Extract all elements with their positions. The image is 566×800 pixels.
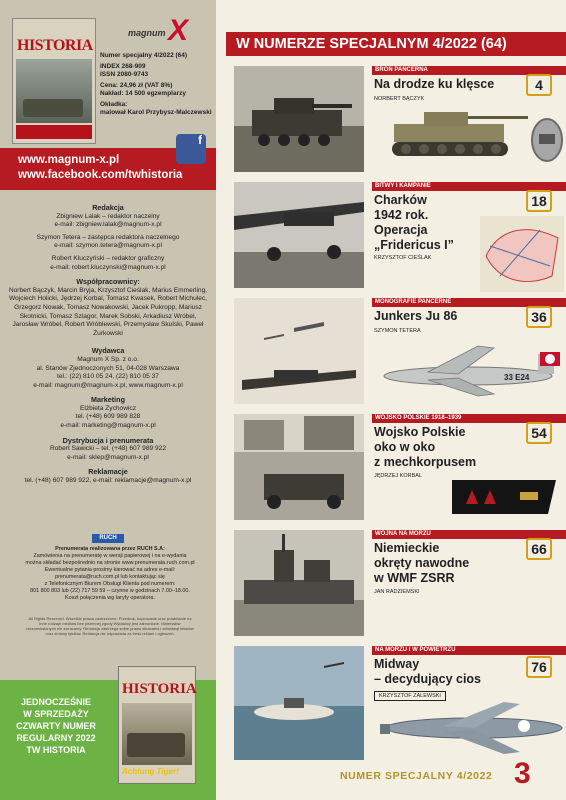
marketing-email[interactable]: e-mail: marketing@magnum-x.pl <box>60 422 156 430</box>
article-category: NA MORZU I W POWIETRZU <box>372 646 566 655</box>
article-category: BITWY I KAMPANIE <box>372 182 566 191</box>
graphic-line: Robert Kluczyński – redaktor graficzny <box>51 254 165 262</box>
contributors-list: Norbert Bączyk, Marcin Bryja, Krzysztof Cieślak, Marius Emmerling, Wojciech Holicki, Jędrzej Korbal, Tomasz Kwasek, Robert Michulec, Grzegorz Nowak, Tomasz Nowakowski, Jacek Pukropp, Mariusz Skotnicki, Tomasz Szlagor, Marek Sobski, Arkadiusz Wróbel, Jarosław Wróbel, Robert Wróblewski, Przemysław Skulski, Paweł Żurkowski <box>8 286 208 337</box>
article-author: SZYMON TETERA <box>374 328 421 334</box>
cover-painter: malował Karol Przybysz-Malczewski <box>100 109 212 116</box>
complaints-line: tel. (+48) 607 989 922, e-mail: reklamacje@magnum-x.pl <box>24 477 192 485</box>
junkers-illustration <box>368 342 566 402</box>
deputy-line: Szymon Tetera – zastępca redaktora naczelnego <box>36 233 180 241</box>
cover-masthead: HISTORIA <box>17 37 93 54</box>
map-illustration <box>480 216 564 292</box>
editor-email[interactable]: e-mail: zbigniew.lalak@magnum-x.pl <box>54 221 162 229</box>
distribution-tel: Robert Sawicki – tel. (+48) 607 989 922 <box>49 445 166 453</box>
article-title: Niemieckie okręty nawodne w WMF ZSRR <box>374 541 470 585</box>
medal-icon <box>530 114 564 164</box>
article-title: Junkers Ju 86 <box>374 309 458 323</box>
ruch-logo: RUCH <box>92 534 124 543</box>
article-author: JĘDRZEJ KORBAL <box>374 473 422 479</box>
publisher-address: al. Stanów Zjednoczonych 51, 04-028 Warszawa <box>36 364 180 372</box>
page-number-badge[interactable]: 4 <box>526 74 552 96</box>
page-number: 3 <box>514 757 531 790</box>
article-photo <box>234 414 364 520</box>
article-author: KRZYSZTOF ZALEWSKI <box>374 691 446 701</box>
article-author: NORBERT BĄCZYK <box>374 96 425 102</box>
marketing-heading: Marketing <box>91 395 125 405</box>
regular-cover-tank <box>127 733 185 757</box>
publisher-email[interactable]: e-mail: magnum@magnum-x.pl, www.magnum-x.pl <box>33 381 183 389</box>
article-author: KRZYSZTOF CIEŚLAK <box>374 255 432 261</box>
article-title: Na drodze ku klęsce <box>374 77 495 91</box>
bomber-photo <box>234 298 364 404</box>
cover-band <box>16 125 92 139</box>
website-link[interactable]: www.magnum-x.pl <box>18 154 120 166</box>
masthead-info <box>100 52 212 120</box>
price: Cena: 24,96 zł (VAT 8%) <box>100 82 173 89</box>
publisher-tel: tel.: (22) 810 05 24, (22) 810 05 37 <box>57 373 159 381</box>
staff-credits <box>6 198 210 486</box>
article-title: Midway – decydujący cios <box>374 657 482 686</box>
warship-photo <box>234 530 364 636</box>
insignia-patch <box>452 480 556 514</box>
complaints-heading: Reklamacje <box>88 467 128 477</box>
article-photo <box>234 298 364 404</box>
regular-cover-title: Achtung Tiger! <box>122 767 179 776</box>
parade-photo <box>234 414 364 520</box>
subscription-info: Prenumerata realizowana przez RUCH S.A: Zamówienia na prenumeratę w wersji papierowej i na e-wydania można składać bezpośrednio na stronie www.prenumerata.ruch.com.pl Ewentualne pytania prosimy kierować na adres e-mail: prenumerata@ruch.com.pl lub kontaktując się z Telefonicznym Biurem Obsługi Klienta pod numerem: 801 800 803 lub (22) 717 59 59 – czynne w godzinach 7.00–18.00. Koszt połączenia wg taryfy operatora. <box>25 546 195 601</box>
left-column <box>0 0 216 800</box>
article-photo <box>234 530 364 636</box>
cover-label: Okładka: <box>100 101 128 108</box>
page-number-badge[interactable]: 66 <box>526 538 552 560</box>
issue-number: Numer specjalny 4/2022 (64) <box>100 52 188 59</box>
regular-issue-cover <box>118 666 196 784</box>
plane-marking: 33 E24 <box>504 373 530 382</box>
article-entry[interactable] <box>234 66 566 178</box>
dauntless-illustration <box>374 696 564 760</box>
footer-label: NUMER SPECJALNY 4/2022 <box>340 770 493 782</box>
contributors-heading: Współpracownicy: <box>76 277 140 287</box>
article-entry[interactable] <box>234 646 566 764</box>
article-photo <box>234 646 364 760</box>
promo-text: JEDNOCZEŚNIE W SPRZEDAŻY CZWARTY NUMER REGULARNY 2022 TW HISTORIA <box>16 697 96 755</box>
article-category: MONOGRAFIE PANCERNE <box>372 298 566 307</box>
facebook-icon[interactable]: f <box>176 134 206 164</box>
marketing-tel: tel. (+48) 609 989 828 <box>75 413 141 421</box>
cover-tank-image <box>23 99 83 117</box>
article-title: Charków 1942 rok. Operacja „Fridericus I” <box>374 193 454 252</box>
article-entry[interactable] <box>234 414 566 526</box>
editor-line: Zbigniew Lalak – redaktor naczelny <box>56 212 160 220</box>
index: INDEX 268-909 <box>100 63 146 70</box>
page-number-badge[interactable]: 76 <box>526 656 552 678</box>
magazine-cover-thumbnail <box>12 18 96 144</box>
article-category: WOJNA NA MORZU <box>372 530 566 539</box>
page-number-badge[interactable]: 18 <box>526 190 552 212</box>
legal-notice: All Rights Reserved. Wszelkie prawa zastrzeżone. Przedruk, kopiowanie oraz powielanie na inne rodzaje mediów bez pisemnej zgody Wydawcy jest zabronione. Materiałów niezamówionych nie zwracamy. Redakcja zastrzega sobie prawo skracania i adiustacji tekstów oraz zmiany tytułów. Redakcja nie odpowiada za treść reklam i ogłoszeń. <box>26 616 194 636</box>
publisher-heading: Wydawca <box>91 346 125 356</box>
graphic-email[interactable]: e-mail: robert.kluczynski@magnum-x.pl <box>50 263 166 271</box>
tank-illustration <box>384 102 544 172</box>
naval-battle-painting <box>234 646 364 760</box>
regular-cover-masthead: HISTORIA <box>122 681 197 697</box>
article-category: WOJSKO POLSKIE 1918–1939 <box>372 414 566 423</box>
distribution-heading: Dystrybucja i prenumerata <box>62 435 154 445</box>
marketing-name: Elżbieta Zychowicz <box>79 404 137 412</box>
article-entry[interactable] <box>234 530 566 642</box>
web-links-band <box>0 135 216 190</box>
article-entry[interactable] <box>234 298 566 410</box>
distribution-email[interactable]: e-mail: sklep@magnum-x.pl <box>67 453 149 461</box>
circulation: Nakład: 14 500 egzemplarzy <box>100 90 186 97</box>
issn: ISSN 2080-9743 <box>100 71 149 78</box>
aircraft-photo <box>234 182 364 288</box>
tank-photo <box>234 66 364 172</box>
article-author: JAN RADZIEMSKI <box>374 589 420 595</box>
magnum-x-logo: magnum X <box>128 14 189 47</box>
article-entry[interactable] <box>234 182 566 294</box>
deputy-email[interactable]: e-mail: szymon.tetera@magnum-x.pl <box>54 242 162 250</box>
publisher-name: Magnum X Sp. z o.o. <box>77 355 139 363</box>
article-photo <box>234 182 364 288</box>
contents-header: W NUMERZE SPECJALNYM 4/2022 (64) <box>226 32 566 56</box>
article-category: BROŃ PANCERNA <box>372 66 566 75</box>
facebook-link[interactable]: www.facebook.com/twhistoria <box>18 169 183 181</box>
article-title: Wojsko Polskie oko w oko z mechkorpusem <box>374 425 477 469</box>
article-photo <box>234 66 364 172</box>
redakcja-heading: Redakcja <box>92 203 124 212</box>
page-number-badge[interactable]: 54 <box>526 422 552 444</box>
page-number-badge[interactable]: 36 <box>526 306 552 328</box>
